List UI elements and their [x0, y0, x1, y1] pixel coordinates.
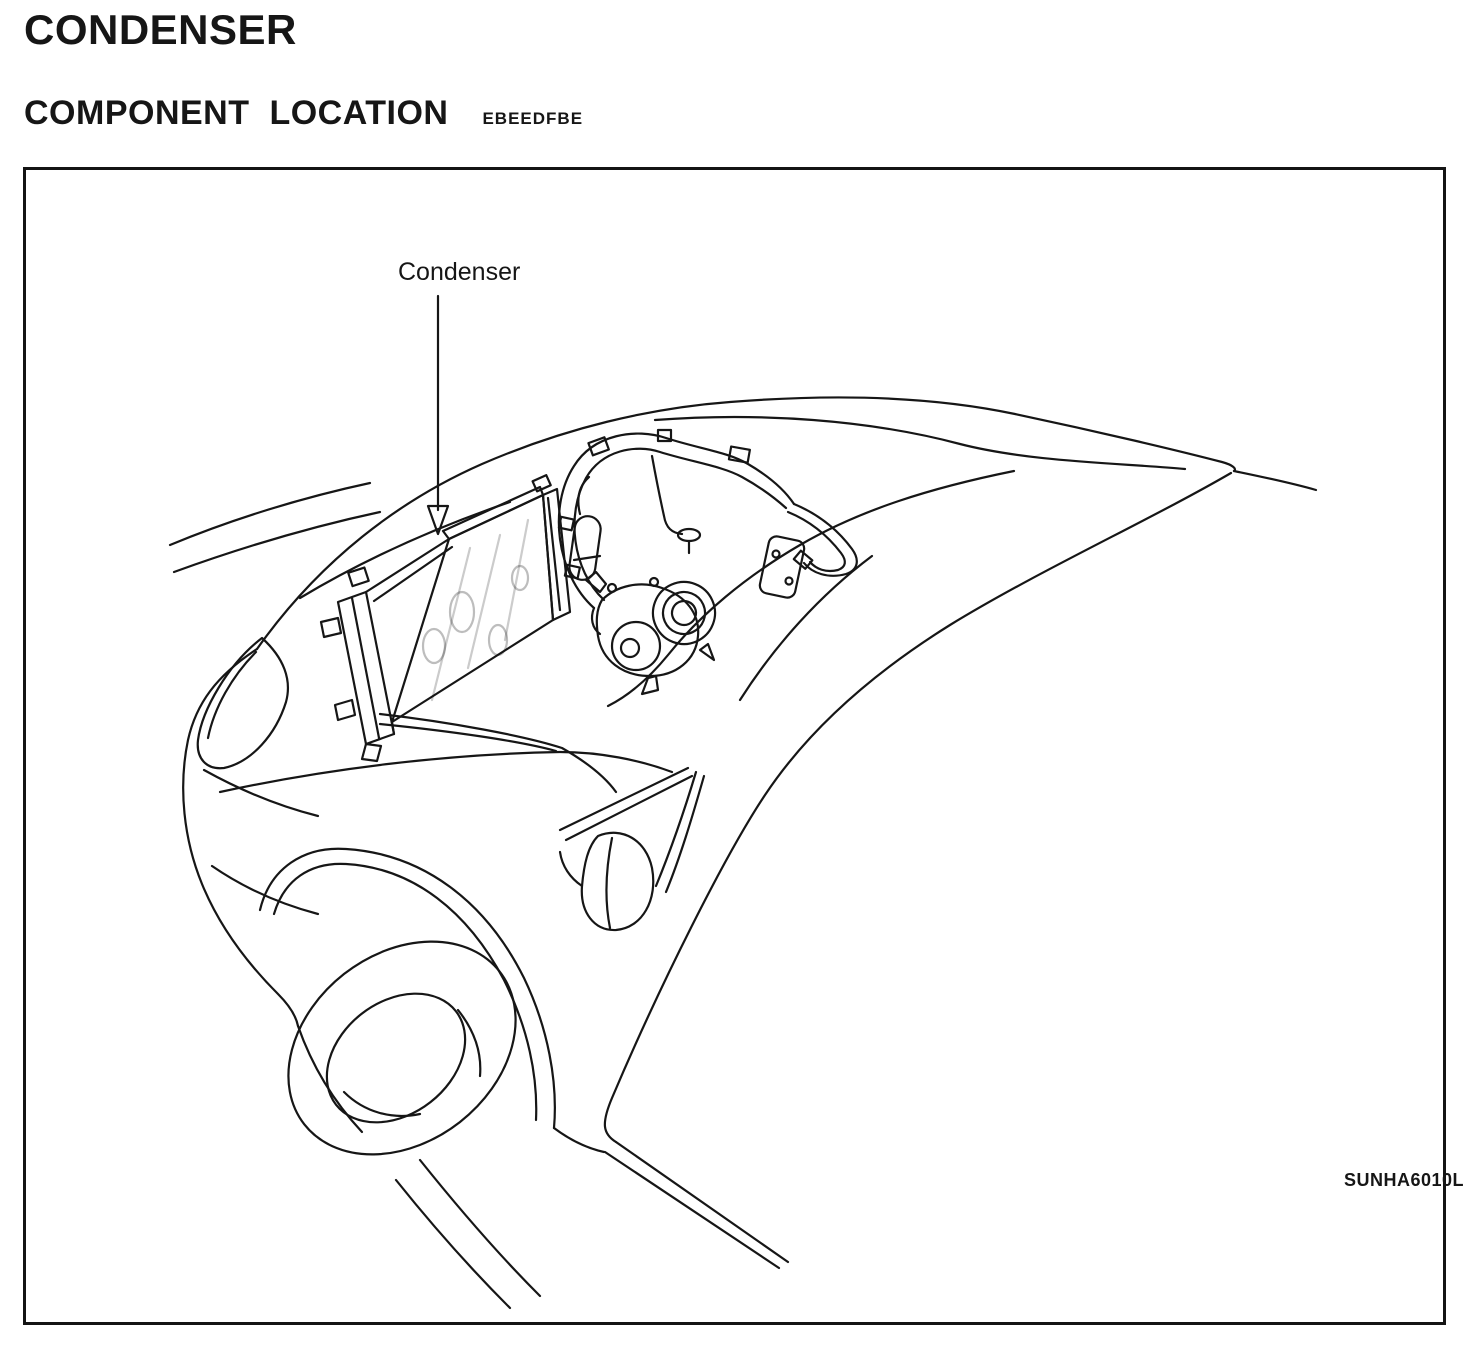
figure-reference-code: SUNHA6010L — [1343, 1170, 1464, 1190]
car-body-outline — [170, 398, 1316, 1308]
front-wheel — [246, 849, 557, 1199]
page-title: CONDENSER — [24, 6, 297, 53]
figure-frame — [23, 167, 1446, 1325]
callout-label: Condenser — [398, 258, 521, 286]
condenser-illustration — [321, 475, 580, 761]
headlamp — [198, 638, 288, 768]
component-location-diagram — [26, 170, 1437, 1316]
callout-arrow — [428, 296, 448, 534]
section-header — [24, 94, 583, 133]
section-heading: COMPONENT LOCATION — [24, 94, 449, 132]
section-code: EBEEDFBE — [482, 109, 584, 128]
side-mirror — [560, 833, 653, 930]
ac-compressor-illustration — [586, 572, 725, 694]
